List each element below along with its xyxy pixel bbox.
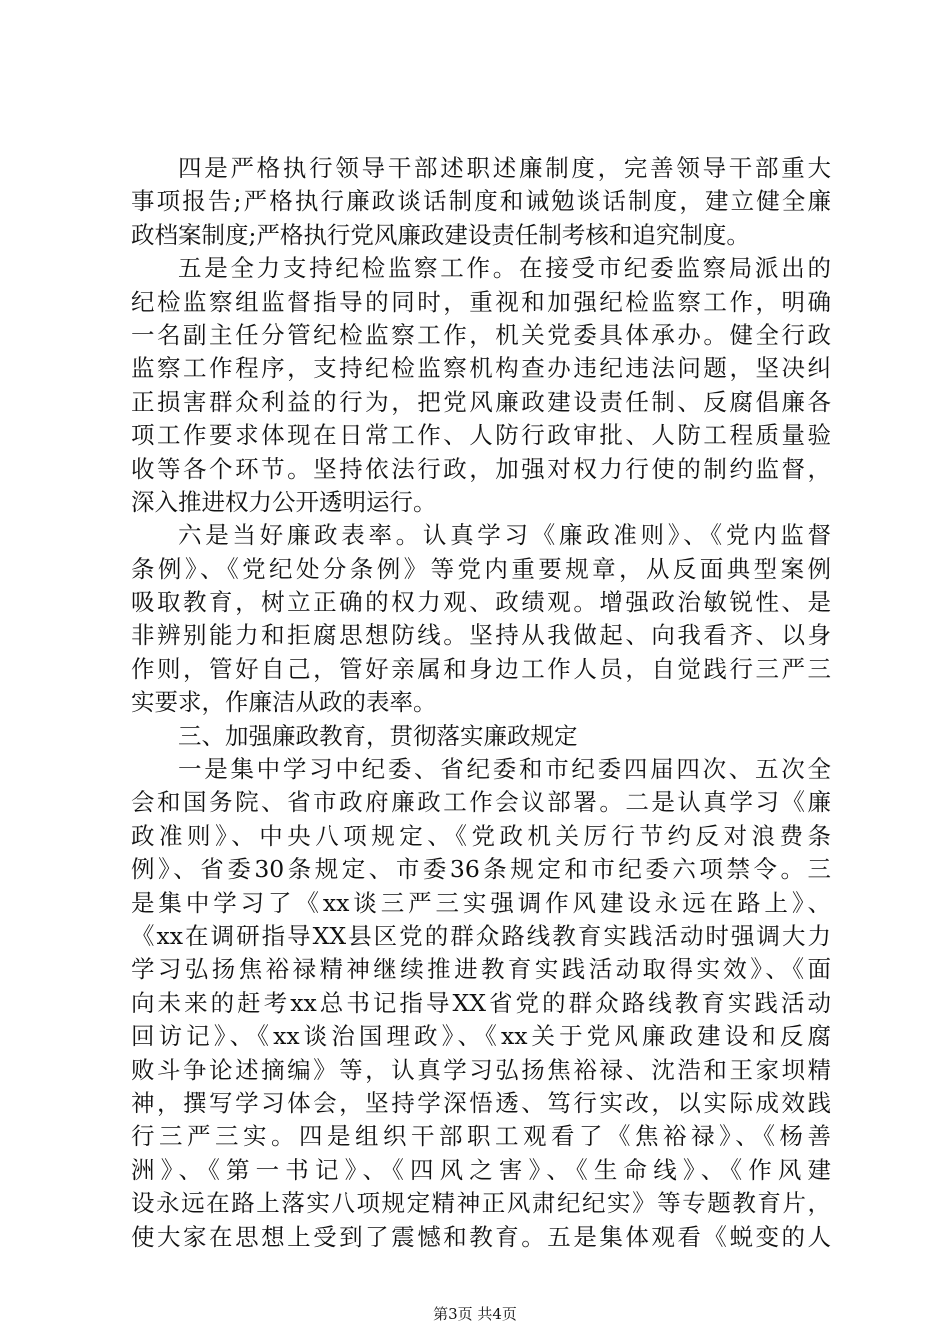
text-line: 使大家在思想上受到了震憾和教育。五是集体观看《蜕变的人 — [131, 1222, 831, 1251]
text-line: 实要求，作廉洁从政的表率。 — [131, 688, 437, 717]
text-line: 事项报告;严格执行廉政谈话制度和诫勉谈话制度，建立健全廉 — [131, 187, 831, 216]
text-line: 设永远在路上落实八项规定精神正风肃纪纪实》等专题教育片， — [131, 1189, 831, 1218]
text-line: 深入推进权力公开透明运行。 — [131, 487, 437, 516]
text-line: 一名副主任分管纪检监察工作，机关党委具体承办。健全行政 — [131, 320, 831, 349]
text-line: 败斗争论述摘编》等，认真学习弘扬焦裕禄、沈浩和王家坝精 — [131, 1055, 831, 1084]
text-line: 正损害群众利益的行为，把党风廉政建设责任制、反腐倡廉各 — [131, 387, 831, 416]
text-line: 吸取教育，树立正确的权力观、政绩观。增强政治敏锐性、是 — [131, 588, 831, 617]
text-line: 监察工作程序，支持纪检监察机构查办违纪违法问题，坚决纠 — [131, 354, 831, 383]
text-line: 收等各个环节。坚持依法行政，加强对权力行使的制约监督， — [131, 454, 831, 483]
text-line: 六是当好廉政表率。认真学习《廉政准则》、《党内监督 — [178, 521, 831, 550]
text-line: 纪检监察组监督指导的同时，重视和加强纪检监察工作，明确 — [131, 287, 831, 316]
text-line: 洲》、《第一书记》、《四风之害》、《生命线》、《作风建 — [131, 1155, 831, 1184]
text-line: 一是集中学习中纪委、省纪委和市纪委四届四次、五次全 — [178, 755, 831, 784]
text-line: 非辨别能力和拒腐思想防线。坚持从我做起、向我看齐、以身 — [131, 621, 831, 650]
text-line: 政档案制度;严格执行党风廉政建设责任制考核和追究制度。 — [131, 220, 750, 249]
page-footer: 第3页 共4页 — [433, 1305, 517, 1323]
text-line: 神，撰写学习体会，坚持学深悟透、笃行实改，以实际成效践 — [131, 1088, 831, 1117]
text-line: 四是严格执行领导干部述职述廉制度，完善领导干部重大 — [178, 154, 831, 182]
text-line: 《xx在调研指导XX县区党的群众路线教育实践活动时强调大力 — [131, 921, 831, 950]
text-line: 政准则》、中央八项规定、《党政机关厉行节约反对浪费条 — [131, 821, 831, 850]
text-line: 作则，管好自己，管好亲属和身边工作人员，自觉践行三严三 — [131, 654, 831, 683]
text-line: 三、加强廉政教育，贯彻落实廉政规定 — [178, 721, 578, 750]
text-line: 回访记》、《xx谈治国理政》、《xx关于党风廉政建设和反腐 — [131, 1022, 831, 1051]
text-line: 条例》、《党纪处分条例》等党内重要规章，从反面典型案例 — [131, 554, 831, 583]
text-line: 例》、省委30条规定、市委36条规定和市纪委六项禁令。三 — [131, 855, 831, 884]
text-line: 会和国务院、省市政府廉政工作会议部署。二是认真学习《廉 — [131, 788, 831, 817]
text-line: 向未来的赶考xx总书记指导XX省党的群众路线教育实践活动 — [131, 988, 831, 1017]
text-line: 项工作要求体现在日常工作、人防行政审批、人防工程质量验 — [131, 421, 831, 450]
text-line: 行三严三实。四是组织干部职工观看了《焦裕禄》、《杨善 — [131, 1122, 831, 1151]
text-line: 五是全力支持纪检监察工作。在接受市纪委监察局派出的 — [178, 254, 831, 283]
text-line: 学习弘扬焦裕禄精神继续推进教育实践活动取得实效》、《面 — [131, 955, 831, 984]
document-body — [131, 152, 831, 1254]
text-line: 是集中学习了《xx谈三严三实强调作风建设永远在路上》、 — [131, 888, 831, 917]
